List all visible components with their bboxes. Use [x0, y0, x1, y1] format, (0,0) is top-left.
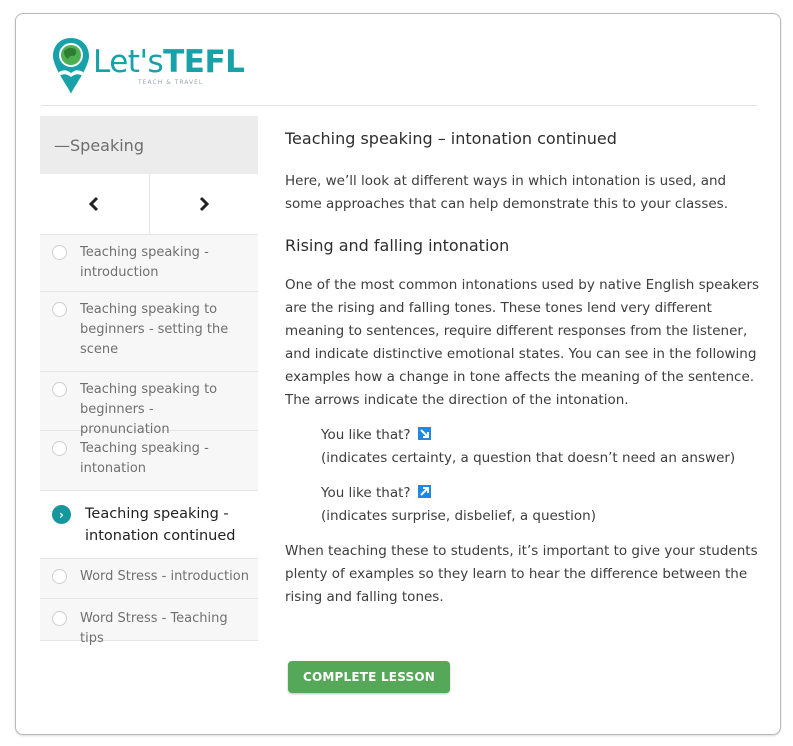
- closing-paragraph: When teaching these to students, it’s important to give your students plenty of examples so they learn to hear the difference between the rising and falling tones.: [285, 543, 758, 605]
- logo-text-bold: TEFL: [163, 44, 245, 80]
- logo-tagline: TEACH & TRAVEL: [138, 79, 204, 86]
- letstefl-logo[interactable]: [51, 36, 244, 96]
- lesson-frame: [15, 13, 781, 735]
- arrow-down-right-icon: [418, 427, 431, 440]
- lesson-sidebar: [40, 116, 258, 646]
- example-phrase: You like that?: [321, 427, 411, 443]
- sidebar-item-label: Word Stress - Teaching tips: [80, 611, 228, 646]
- next-lesson-button[interactable]: [150, 174, 259, 234]
- incomplete-circle-icon: [52, 611, 67, 626]
- sidebar-item-intonation[interactable]: [40, 431, 258, 491]
- incomplete-circle-icon: [52, 382, 67, 397]
- sidebar-item-word-stress-teaching-tips[interactable]: [40, 599, 258, 646]
- body-paragraph: One of the most common intonations used by native English speakers are the rising and falling tones. These tones lend very different meaning to sentences, require different responses from the listener, and indicate distinctive emotional states. You can see in the following examples how a change in tone affects the meaning of the sentence. The arrows indicate the direction of the intonation.: [285, 277, 760, 408]
- example-note: (indicates surprise, disbelief, a question): [321, 508, 596, 524]
- sidebar-item-word-stress-introduction[interactable]: [40, 559, 258, 599]
- globe-pin-icon: [51, 36, 91, 96]
- example-phrase: You like that?: [321, 485, 411, 501]
- sidebar-item-intonation-continued[interactable]: [40, 491, 258, 559]
- lesson-content: [285, 126, 760, 621]
- chevron-left-icon: [88, 196, 100, 212]
- example-rising: [321, 482, 760, 528]
- sidebar-item-label: Word Stress - introduction: [80, 569, 249, 584]
- incomplete-circle-icon: [52, 569, 67, 584]
- sidebar-item-beginners-pronunciation[interactable]: [40, 372, 258, 437]
- sidebar-item-label: Teaching speaking to beginners - pronunciation: [80, 382, 218, 437]
- intro-paragraph: Here, we’ll look at different ways in which intonation is used, and some approaches that can help demonstrate this to your classes.: [285, 173, 729, 212]
- lesson-title: Teaching speaking – intonation continued: [285, 129, 617, 148]
- site-header: [41, 14, 757, 106]
- logo-text-light: Let's: [93, 44, 164, 80]
- sidebar-item-label: Teaching speaking - intonation: [80, 441, 209, 476]
- sidebar-section-title[interactable]: —Speaking: [40, 116, 258, 174]
- sidebar-item-label: Teaching speaking to beginners - setting the scene: [80, 302, 229, 357]
- example-note: (indicates certainty, a question that doesn’t need an answer): [321, 450, 736, 466]
- complete-lesson-button[interactable]: COMPLETE LESSON: [288, 661, 450, 693]
- sidebar-item-label: Teaching speaking - introduction: [80, 245, 209, 280]
- sidebar-item-label: Teaching speaking - intonation continued: [85, 506, 236, 544]
- incomplete-circle-icon: [52, 302, 67, 317]
- incomplete-circle-icon: [52, 245, 67, 260]
- sidebar-item-teaching-speaking-introduction[interactable]: [40, 235, 258, 292]
- chevron-right-icon: [198, 196, 210, 212]
- lesson-pager: [40, 174, 258, 235]
- incomplete-circle-icon: [52, 441, 67, 456]
- section-heading: Rising and falling intonation: [285, 236, 510, 255]
- current-lesson-icon: ›: [52, 505, 71, 524]
- arrow-up-right-icon: [418, 485, 431, 498]
- sidebar-item-beginners-setting-the-scene[interactable]: [40, 292, 258, 372]
- previous-lesson-button[interactable]: [40, 174, 150, 234]
- example-falling: [321, 424, 760, 470]
